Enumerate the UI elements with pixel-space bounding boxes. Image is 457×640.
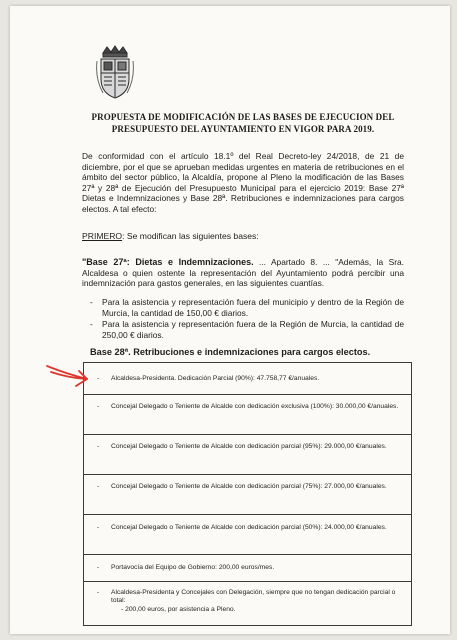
bullet-text: Para la asistencia y representación fuera del municipio y dentro de la Región de Murcia, la cantidad de 150,00 € diarios. bbox=[102, 297, 404, 318]
row-text: Concejal Delegado o Teniente de Alcalde con dedicación parcial (50%): 24.000,00 €/anuales. bbox=[111, 524, 387, 531]
row-text: Alcaldesa-Presidenta. Dedicación Parcial (90%): 47.758,77 €/anuales. bbox=[111, 375, 320, 382]
primero-label: PRIMERO bbox=[82, 231, 123, 241]
retribuciones-table bbox=[83, 362, 412, 626]
subitem-dash: - bbox=[121, 605, 124, 613]
row-dash: - bbox=[97, 443, 100, 450]
row-dash: - bbox=[97, 403, 100, 410]
handdrawn-arrow-icon bbox=[45, 362, 91, 390]
table-row bbox=[84, 435, 411, 475]
row-dash: - bbox=[97, 375, 100, 382]
table-row bbox=[84, 475, 411, 515]
table-row bbox=[84, 363, 411, 395]
row-subitem bbox=[111, 606, 399, 614]
row-text: Alcaldesa-Presidenta y Concejales con Delegación, siempre que no tengan dedicación parcial o total: bbox=[111, 589, 396, 605]
row-text: Concejal Delegado o Teniente de Alcalde con dedicación parcial (95%): 29.000,00 €/anuales. bbox=[111, 443, 387, 450]
bullet-text: Para la asistencia y representación fuera de la Región de Murcia, la cantidad de 250,00 € diarios. bbox=[102, 319, 404, 340]
primero-paragraph bbox=[82, 231, 404, 242]
title-line-2: PRESUPUESTO DEL AYUNTAMIENTO EN VIGOR PARA 2019. bbox=[111, 124, 375, 134]
row-text: Concejal Delegado o Teniente de Alcalde con dedicación parcial (75%): 27.000,00 €/anuales. bbox=[111, 483, 387, 490]
document-title bbox=[78, 111, 408, 135]
table-row bbox=[84, 515, 411, 555]
row-text: Portavocía del Equipo de Gobierno: 200,00 euros/mes. bbox=[111, 564, 275, 571]
row-dash: - bbox=[97, 564, 100, 571]
table-row bbox=[84, 555, 411, 582]
primero-text: : Se modifican las siguientes bases: bbox=[122, 231, 259, 241]
bullet-dash: - bbox=[90, 319, 93, 329]
intro-paragraph: De conformidad con el artículo 18.1º del Real Decreto-ley 24/2018, de 21 de diciembre, por el que se aprueban medidas urgentes en materia de retribuciones en el ámbito del sector público, la Alcaldía, propone al Pleno la modificación de las Bases 27ª y 28ª de Ejecución del Presupuesto Municipal para el ejercicio 2019: Base 27ª Dietas e Indemnizaciones y Base 28ª. Retribuciones e indemnizaciones para cargos electos. A tal efecto: bbox=[82, 151, 404, 214]
table-row bbox=[84, 582, 411, 627]
bullet-dash: - bbox=[90, 297, 93, 307]
subitem-text: 200,00 euros, por asistencia a Pleno. bbox=[125, 605, 236, 613]
base27-heading: "Base 27ª: Dietas e Indemnizaciones. bbox=[82, 257, 254, 267]
row-dash: - bbox=[97, 483, 100, 490]
row-dash: - bbox=[97, 524, 100, 531]
row-dash: - bbox=[97, 589, 100, 596]
document-page bbox=[10, 6, 450, 634]
list-item bbox=[90, 319, 404, 340]
row-text: Concejal Delegado o Teniente de Alcalde con dedicación exclusiva (100%): 30.000,00 €/anuales. bbox=[111, 403, 399, 410]
title-line-1: PROPUESTA DE MODIFICACIÓN DE LAS BASES DE EJECUCION DEL bbox=[91, 112, 395, 122]
coat-of-arms-icon bbox=[93, 43, 137, 101]
table-row bbox=[84, 395, 411, 435]
base27-paragraph bbox=[82, 257, 404, 289]
base27-text: ... Apartado 8. ... "Además, la Sra. Alcaldesa o quien ostente la representación del Ayuntamiento podrá percibir una indemnización para gastos generales, en las siguientes cuantías. bbox=[82, 257, 404, 289]
list-item bbox=[90, 297, 404, 318]
base28-heading: Base 28ª. Retribuciones e indemnizaciones para cargos electos. bbox=[90, 347, 371, 357]
